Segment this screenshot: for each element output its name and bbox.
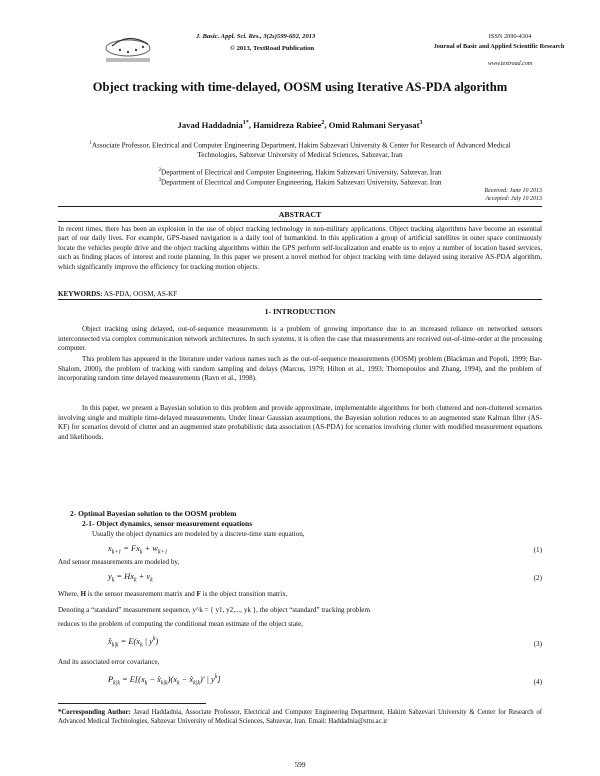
section-2-heading: 2- Optimal Bayesian solution to the OOSM problem <box>70 509 237 518</box>
equation-1-number: (1) <box>533 546 542 554</box>
abstract-heading: ABSTRACT <box>278 210 322 219</box>
accepted-date: Accepted: July 10 2013 <box>485 196 542 202</box>
intro-paragraph-1: Object tracking using delayed, out-of-sequence measurements is a problem of growing importance due to an increased reliance on networked sensors interconnected via complex communication network architectures. In such systems, it is often the case that measurements are received out-of-time-order at the processing computer. <box>58 325 542 353</box>
footnote-rule <box>58 703 206 704</box>
author-2: Hamidreza Rabiee <box>253 120 322 130</box>
intro-paragraph-2: This problem has appeared in the literature under various names such as the out-of-sequence measurements (OOSM) problem (Blackman and Popoli, 1999; Bar-Shalom, 2000), the problem of tracking with random sampling and delays (Marcus, 1979; Hilton et al., 1993; Thomopoulos and Zhang, 1994), and the problem of incorporating random time delayed measurements (Ravn et al., 1998). <box>58 355 542 383</box>
intro-heading: 1- INTRODUCTION <box>264 307 336 316</box>
keywords-rule <box>58 299 542 300</box>
corresponding-author-note: *Corresponding Author: Javad Haddadnia, Associate Professor, Electrical and Computer Engineering Department, Hakim Sabzevari University & Center for Research of Advanced Medical Technologies, Sabzevar University of Medical Sciences, Sabzevar, Iran. Email: Haddadnia@sttu.ac.ir <box>58 709 542 726</box>
keywords: KEYWORDS: AS-PDA, OOSM, AS-KF <box>58 290 178 298</box>
equation-4: $P_{k|k} = E[(x_k$ − $x̂_{k|k})(x_k$ − $x̂_{k|k})'$ | $y^k$] <box>108 674 221 687</box>
author-3: Omid Rahmani Seryasat <box>328 120 420 130</box>
textroad-logo <box>98 28 168 68</box>
equation-1: $x_{k+1} = Fx_k + w_{k+1}$ <box>108 544 168 556</box>
journal-name: Journal of Basic and Applied Scientific Research <box>433 43 565 50</box>
conditional-mean-sentence: reduces to the problem of computing the conditional mean estimate of the object state, <box>58 620 304 628</box>
author-list: Javad Haddadnia$^{1*}$, Hamidreza Rabiee$^2$, Omid Rahmani Seryasat$^3$ <box>177 120 423 130</box>
equation-3-number: (3) <box>533 640 542 648</box>
received-date: Received: June 10 2013 <box>484 188 542 194</box>
journal-citation: J. Basic. Appl. Sci. Res., 3(2s)599-602, 2013 <box>196 33 316 40</box>
affiliation-1: $^1$Associate Professor, Electrical and Computer Engineering Department, Hakim Sabzevari University & Center for Research of Advanced Medical Technologies, Sabzevar University of Medical Sciences, Sabzevar, Iran <box>89 141 511 159</box>
intro-paragraph-3: In this paper, we present a Bayesian solution to this problem and provide approximate, implementable algorithms for both cluttered and non-cluttered scenarios involving single and multiple time-delayed measurements. Under linear Gaussian assumptions, the Bayesian solution reduces to an augmented state Kalman filter (AS-KF) for scenarios devoid of clutter and an augmented state probabilistic data association (AS-PDA) for scenarios involving clutter with modified measurement equations and likelihoods. <box>58 404 542 442</box>
abstract-text: In recent times, there has been an explosion in the use of object tracking technology in non-military applications. Object tracking algorithms have become an essential part of our daily lives. For example, GPS-based navigation is a daily tool of humankind. In this application a group of artificial satellites in outer space continuously locate the vehicles people drive and the object tracking algorithms within the GPS perform self-localization and enable us to enjoy a number of location based services, such as finding places of interest and route planning. In this paper we present a novel method for object tracking with time delayed using iterative AS-PDA algorithm, which significantly improve the efficiency for tracking motion objects. <box>58 225 542 271</box>
standard-sequence-sentence: Denoting a “standard” measurement sequence, y^k = { y1, y2,..., yk }, the object “standard” tracking problem <box>58 606 370 614</box>
journal-website: www.textroad.com <box>487 61 533 67</box>
paper-title: Object tracking with time-delayed, OOSM using Iterative AS-PDA algorithm <box>92 80 508 94</box>
issn: ISSN 2090-4304 <box>488 33 532 40</box>
abstract-bottom-rule <box>58 221 542 222</box>
section-2-1-heading: 2-1- Object dynamics, sensor measurement equations <box>82 519 253 528</box>
affiliation-3: $^3$Department of Electrical and Computer Engineering, Hakim Sabzevari University, Sabzevar, Iran <box>158 178 442 187</box>
dynamics-sentence: Usually the object dynamics are modeled by a discrete-time state equation, <box>92 530 305 538</box>
measurement-sentence: And sensor measurements are modeled by, <box>58 558 180 566</box>
equation-2-number: (2) <box>533 574 542 582</box>
affiliation-2: $^2$Department of Electrical and Computer Engineering, Hakim Sabzevari University, Sabzevar, Iran <box>158 168 442 177</box>
covariance-sentence: And its associated error covariance, <box>58 658 160 666</box>
equation-2: $y_k = Hx_k + v_k$ <box>108 572 153 584</box>
page-number: 599 <box>294 760 306 769</box>
equation-3: $x̂_{k|k} = E(x_k$ | $y^k$) <box>108 636 159 649</box>
equation-4-number: (4) <box>533 678 542 686</box>
matrix-sentence: Where, H is the sensor measurement matrix and F is the object transition matrix. <box>58 590 288 598</box>
author-1: Javad Haddadnia <box>177 120 243 130</box>
abstract-top-rule <box>58 206 542 207</box>
copyright: © 2013, TextRoad Publication <box>230 45 315 52</box>
